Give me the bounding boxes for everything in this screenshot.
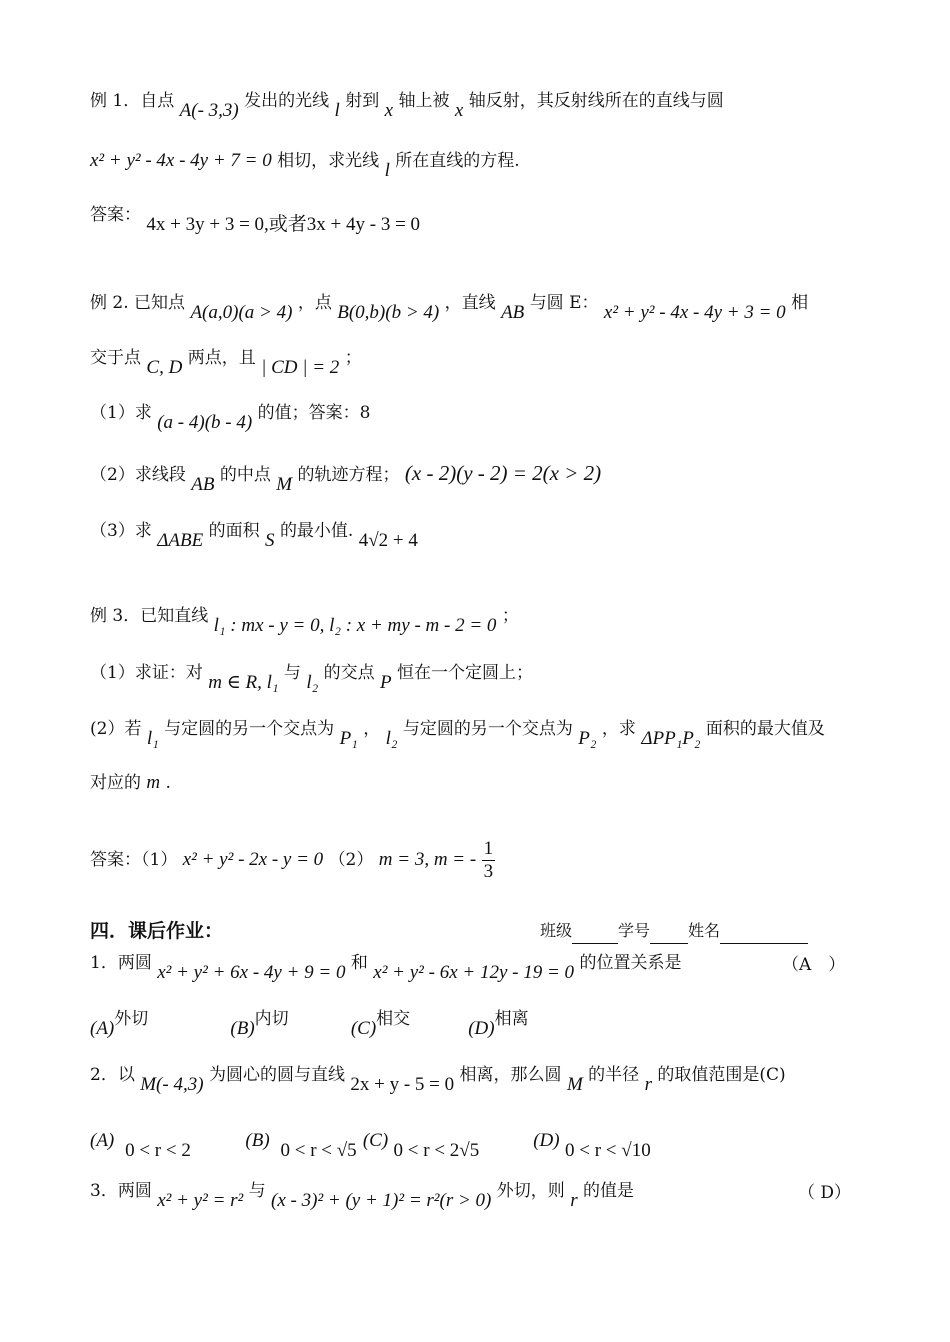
question-text: 的中点 — [219, 465, 271, 485]
question-text: . — [165, 773, 171, 793]
answer-label: 答案： — [90, 205, 141, 225]
option-letter: (B) — [230, 1018, 255, 1039]
option-d[interactable] — [468, 1006, 529, 1039]
answer-formula: m = 3, m = - — [378, 849, 477, 870]
points-cd: C, D — [146, 357, 183, 378]
question-text: 的半径 — [588, 1065, 640, 1085]
line-l2: l₂ — [385, 728, 398, 749]
circle-equation: x² + y² = r² — [157, 1190, 244, 1211]
question-text: 的取值范围是(C) — [657, 1065, 786, 1085]
answer-label: 答案：（1） — [90, 850, 178, 870]
fraction-denominator: 3 — [483, 861, 494, 882]
question-text: 的位置关系是 — [579, 953, 682, 973]
variable-m: m — [146, 772, 161, 793]
class-label: 班级 — [540, 921, 573, 940]
ex1-text: 发出的光线 — [244, 91, 330, 111]
question-text: 和 — [350, 953, 368, 973]
line-l2: l₂ — [306, 672, 319, 693]
answer-formula: 4x + 3y + 3 = 0,或者3x + 4y - 3 = 0 — [146, 214, 421, 235]
option-b[interactable] — [245, 1128, 357, 1161]
option-letter: (D) — [533, 1130, 560, 1151]
hw2-stem — [90, 1062, 786, 1095]
question-text: 1．两圆 — [90, 953, 152, 973]
ex1-answer — [90, 202, 421, 235]
segment-ab: AB — [501, 302, 525, 323]
ex1-line1 — [90, 88, 724, 121]
question-text: ，求 — [601, 719, 636, 739]
ex2-line1 — [90, 290, 809, 323]
option-text: 相交 — [376, 1009, 411, 1029]
ex1-text: 相切，求光线 — [277, 151, 380, 171]
point-p: P — [380, 672, 392, 693]
name-blank[interactable] — [720, 927, 808, 944]
student-info — [540, 918, 808, 944]
question-text: 相离，那么圆 — [459, 1065, 562, 1085]
formula: (a - 4)(b - 4) — [157, 412, 253, 433]
answer-formula: 4√2 + 4 — [358, 530, 418, 551]
point-p2: P₂ — [578, 728, 597, 749]
lines-equation: l₁ : mx - y = 0, l₂ : x + my - m - 2 = 0 — [213, 615, 497, 636]
question-text: 与 — [283, 663, 301, 683]
circle-equation: x² + y² - 6x + 12y - 19 = 0 — [373, 962, 575, 983]
ex2-text: ，点 — [297, 293, 332, 313]
option-text: 外切 — [114, 1009, 149, 1029]
circle-equation: x² + y² + 6x - 4y + 9 = 0 — [157, 962, 346, 983]
line-l1: l₁ — [146, 728, 159, 749]
question-text: 的轨迹方程； — [297, 465, 400, 485]
class-blank[interactable] — [572, 927, 618, 944]
ex2-line2 — [90, 345, 362, 378]
question-text: (2）若 — [90, 719, 142, 739]
answer-formula: (x - 2)(y - 2) = 2(x > 2) — [404, 461, 602, 485]
hw1-answer: （A ） — [782, 955, 846, 975]
ex1-line2 — [90, 148, 520, 181]
ex2-q3 — [90, 518, 418, 551]
ex2-text: 交于点 — [90, 348, 141, 368]
ex2-text: 两点，且 — [187, 348, 256, 368]
ex2-text: ，直线 — [444, 293, 496, 313]
ex2-text: 例 2. 已知点 — [90, 293, 186, 313]
question-text: 面积的最大值及 — [705, 719, 825, 739]
option-a[interactable] — [90, 1006, 225, 1039]
question-text: （1）求证：对 — [90, 663, 203, 683]
question-text: 2．以 — [90, 1065, 135, 1085]
ex1-text: 射到 — [345, 91, 380, 111]
ex2-q2 — [90, 460, 602, 495]
question-text: 的交点 — [323, 663, 375, 683]
point-a: A(- 3,3) — [179, 100, 239, 121]
ex2-q1 — [90, 400, 371, 433]
name-label: 姓名 — [688, 921, 721, 940]
circle-equation: (x - 3)² + (y + 1)² = r²(r > 0) — [271, 1190, 492, 1211]
question-text: 的面积 — [208, 521, 260, 541]
ex1-text: 轴上被 — [398, 91, 450, 111]
question-text: 3．两圆 — [90, 1181, 152, 1201]
answer-label: （2） — [328, 850, 374, 870]
question-text: 的值是 — [583, 1181, 634, 1201]
option-c[interactable] — [350, 1006, 463, 1039]
option-letter: (A) — [90, 1018, 115, 1039]
option-b[interactable] — [230, 1006, 345, 1039]
id-label: 学号 — [618, 921, 651, 940]
segment-ab: AB — [191, 474, 215, 495]
ex3-answer — [90, 838, 495, 883]
ex3-text: 例 3．已知直线 — [90, 606, 209, 626]
ex3-q2b — [90, 770, 171, 796]
option-letter: (A) — [90, 1130, 115, 1151]
question-text: 为圆心的圆与直线 — [208, 1065, 345, 1085]
line-l: l — [384, 160, 390, 181]
option-text: 0 < r < 2 — [125, 1140, 191, 1161]
question-text: （3）求 — [90, 521, 152, 541]
option-letter: (B) — [245, 1130, 270, 1151]
circle-equation: x² + y² - 4x - 4y + 7 = 0 — [90, 150, 272, 171]
hw1-stem — [90, 950, 682, 983]
hw2-options — [90, 1128, 651, 1161]
point-a: A(a,0)(a > 4) — [190, 302, 293, 323]
midpoint-m: M — [276, 474, 293, 495]
axis-x: x — [384, 100, 394, 121]
line-equation: 2x + y - 5 = 0 — [350, 1074, 455, 1095]
formula: m ∈ R, l₁ — [208, 672, 279, 693]
axis-x: x — [454, 100, 464, 121]
option-d[interactable] — [533, 1128, 651, 1161]
radius-r: r — [644, 1074, 652, 1095]
answer-formula: x² + y² - 2x - y = 0 — [182, 849, 324, 870]
option-text: 内切 — [254, 1009, 289, 1029]
ex3-line1 — [90, 603, 519, 636]
line-l: l — [334, 100, 340, 121]
hw3-answer: （ D） — [798, 1183, 852, 1203]
question-text: 的最小值. — [279, 521, 354, 541]
option-text: 0 < r < 2√5 — [393, 1140, 480, 1161]
ex2-text: 相 — [791, 293, 809, 313]
question-text: ， — [363, 719, 381, 739]
area-s: S — [265, 530, 275, 551]
circle-equation: x² + y² - 4x - 4y + 3 = 0 — [603, 302, 786, 323]
ex3-text: ； — [501, 606, 519, 626]
point-p1: P₁ — [339, 728, 358, 749]
question-text: 的值；答案：8 — [257, 403, 371, 423]
triangle-pp1p2: ΔPP₁P₂ — [641, 728, 701, 749]
chord-length: | CD | = 2 — [261, 357, 340, 378]
option-letter: (C) — [350, 1018, 377, 1039]
question-text: 恒在一个定圆上； — [397, 663, 534, 683]
option-letter: (C) — [362, 1130, 389, 1151]
option-text: 0 < r < √5 — [280, 1140, 357, 1161]
hw1-options — [90, 1006, 529, 1039]
question-text: （2）求线段 — [90, 465, 186, 485]
ex3-q1 — [90, 660, 534, 693]
question-text: 外切，则 — [496, 1181, 565, 1201]
ex2-text: 与圆 E： — [529, 293, 599, 313]
question-text: 对应的 — [90, 773, 141, 793]
section-title: 四．课后作业： — [90, 920, 224, 942]
triangle-abe: ΔABE — [157, 530, 204, 551]
question-text: 与 — [248, 1181, 266, 1201]
radius-r: r — [570, 1190, 578, 1211]
fraction-numerator: 1 — [483, 838, 494, 859]
circle-m: M — [566, 1074, 583, 1095]
point-m: M(- 4,3) — [140, 1074, 204, 1095]
id-blank[interactable] — [650, 927, 688, 944]
option-text: 相离 — [494, 1009, 529, 1029]
fraction — [482, 838, 496, 883]
hw3-stem — [90, 1178, 634, 1211]
option-c[interactable] — [362, 1128, 528, 1161]
question-text: （1）求 — [90, 403, 152, 423]
option-letter: (D) — [468, 1018, 495, 1039]
question-text: 与定圆的另一个交点为 — [402, 719, 573, 739]
option-a[interactable] — [90, 1128, 240, 1161]
ex3-q2 — [90, 716, 825, 749]
ex1-text: 例 1．自点 — [90, 91, 175, 111]
ex2-text: ； — [344, 348, 362, 368]
option-text: 0 < r < √10 — [565, 1140, 651, 1161]
question-text: 与定圆的另一个交点为 — [164, 719, 335, 739]
ex1-text: 所在直线的方程. — [395, 151, 520, 171]
ex1-text: 轴反射，其反射线所在的直线与圆 — [468, 91, 724, 111]
point-b: B(0,b)(b > 4) — [337, 302, 440, 323]
